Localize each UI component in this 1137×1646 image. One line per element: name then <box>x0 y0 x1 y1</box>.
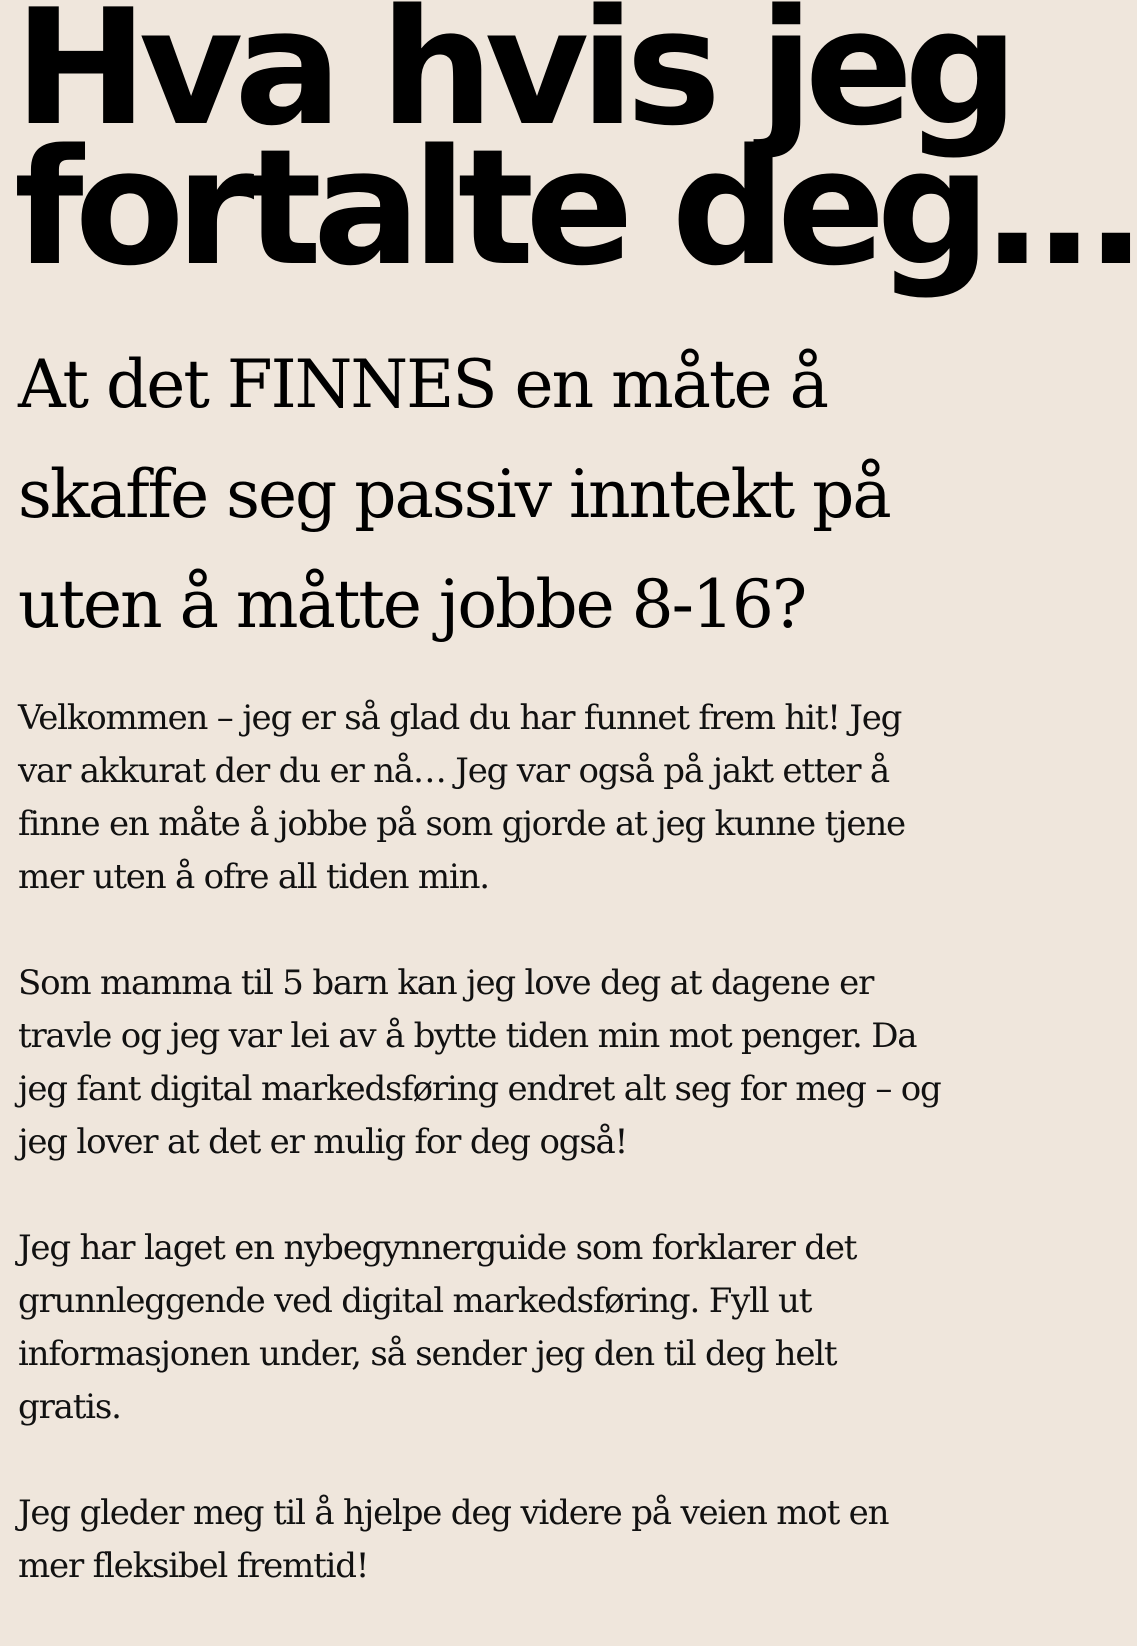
paragraph-line: gratis. <box>18 1387 121 1427</box>
paragraph-line: Jeg gleder meg til å hjelpe deg videre på veien mot en <box>18 1493 889 1533</box>
paragraph-line: jeg fant digital markedsføring endret alt seg for meg – og <box>18 1069 941 1109</box>
paragraph-line: mer uten å ofre all tiden min. <box>18 857 489 897</box>
closing-paragraph <box>18 1487 1008 1593</box>
guide-paragraph <box>18 1222 1008 1434</box>
subheadline-line: At det FINNES en måte å <box>18 346 827 423</box>
paragraph-line: var akkurat der du er nå… Jeg var også på jakt etter å <box>18 751 889 791</box>
paragraph-line: finne en måte å jobbe på som gjorde at jeg kunne tjene <box>18 804 905 844</box>
paragraph-line: informasjonen under, så sender jeg den til deg helt <box>18 1334 837 1374</box>
paragraph-line: Jeg har laget en nybegynnerguide som forklarer det <box>18 1228 857 1268</box>
headline-line: Hva hvis jeg <box>14 0 1010 161</box>
paragraph-line: Som mamma til 5 barn kan jeg love deg at dagene er <box>18 963 874 1003</box>
paragraph-line: Velkommen – jeg er så glad du har funnet frem hit! Jeg <box>18 698 902 738</box>
paragraph-line: travle og jeg var lei av å bytte tiden min mot penger. Da <box>18 1016 917 1056</box>
paragraph-line: mer fleksibel fremtid! <box>18 1546 369 1586</box>
paragraph-line: jeg lover at det er mulig for deg også! <box>18 1122 628 1162</box>
headline <box>14 0 1137 301</box>
subheadline-line: uten å måtte jobbe 8-16? <box>18 566 806 643</box>
welcome-paragraph <box>18 692 1008 904</box>
headline-line: fortalte deg... <box>14 114 1137 301</box>
subheadline-line: skaffe seg passiv inntekt på <box>18 456 890 533</box>
story-paragraph <box>18 957 1008 1169</box>
body-text <box>18 692 1008 1646</box>
paragraph-line: grunnleggende ved digital markedsføring. Fyll ut <box>18 1281 812 1321</box>
subheadline <box>18 330 1008 660</box>
